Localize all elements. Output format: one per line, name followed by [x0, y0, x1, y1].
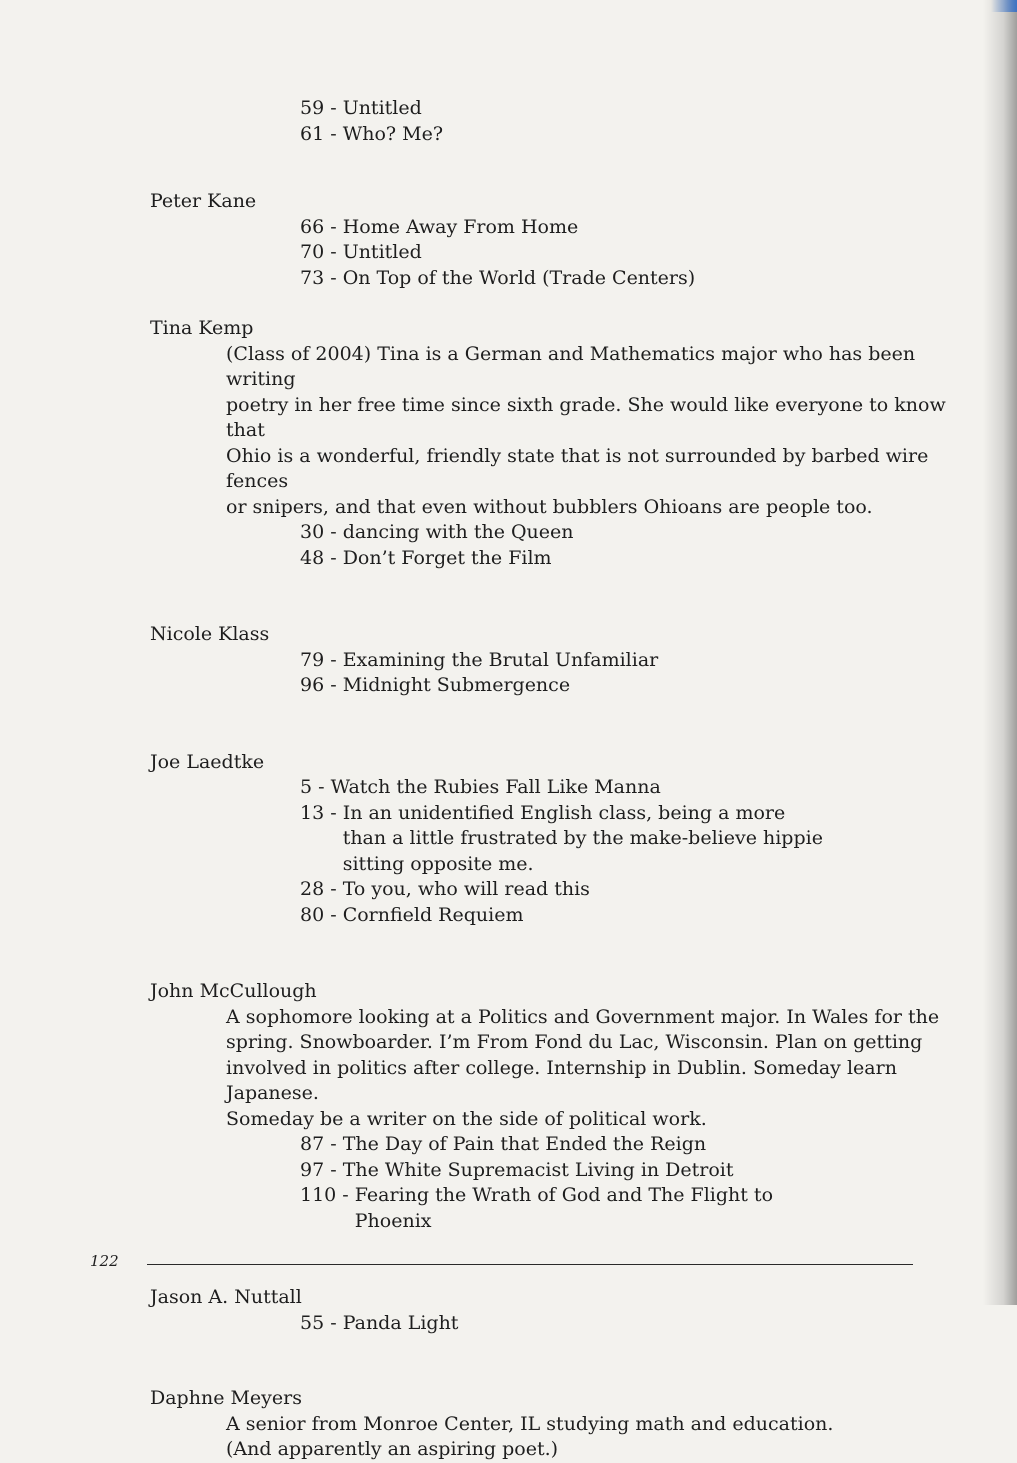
poem-list	[300, 215, 980, 292]
poem-title: The Day of Pain that Ended the Reign	[342, 1133, 707, 1155]
poem-title: Untitled	[342, 241, 422, 263]
poem-separator: -	[324, 122, 343, 145]
bio-line: A sophomore looking at a Politics and Government major. In Wales for the	[226, 1005, 940, 1028]
poem-separator: -	[324, 241, 343, 263]
poem-list	[300, 96, 980, 147]
poem-separator: -	[324, 521, 343, 543]
poem-separator: -	[312, 776, 331, 798]
poem-separator: -	[324, 801, 343, 824]
contributor-entry	[150, 622, 980, 699]
poem-title: Midnight Submergence	[342, 674, 571, 696]
poem-title: On Top of the World (Trade Centers)	[342, 266, 696, 289]
poem-item	[300, 1311, 980, 1337]
poem-separator: -	[336, 1184, 355, 1206]
contributor-name: John McCullough	[150, 980, 317, 1002]
poem-title: Cornfield Requiem	[342, 903, 524, 926]
poem-page-number: 55	[300, 1311, 325, 1334]
poem-item	[300, 96, 980, 122]
bio-line: Someday be a writer on the side of political work.	[226, 1107, 707, 1130]
poem-item	[300, 240, 980, 266]
poem-item	[300, 122, 980, 148]
poem-item	[300, 801, 980, 878]
page-edge-shadow	[983, 0, 1017, 1305]
contributor-bio	[226, 1412, 980, 1463]
poem-separator: -	[324, 215, 343, 238]
poem-list	[300, 775, 980, 928]
page-edge-accent	[991, 0, 1017, 12]
bio-line: (And apparently an aspiring poet.)	[226, 1438, 559, 1460]
poem-list	[300, 520, 980, 571]
poem-list	[300, 1311, 980, 1337]
contributor-bio	[226, 342, 980, 521]
poem-list	[300, 648, 980, 699]
bio-line: Ohio is a wonderful, friendly state that is not surrounded by barbed wire fences	[226, 444, 929, 492]
poem-page-number: 79	[300, 648, 325, 671]
poem-separator: -	[324, 266, 343, 289]
poem-title: Watch the Rubies Fall Like Manna	[330, 776, 661, 798]
poem-page-number: 97	[300, 1158, 325, 1181]
poem-page-number: 87	[300, 1133, 325, 1155]
poem-item	[300, 520, 980, 546]
poem-separator: -	[324, 1158, 343, 1181]
poem-item	[300, 1132, 980, 1158]
poem-list	[300, 1132, 980, 1234]
poem-page-number: 110	[300, 1184, 337, 1206]
bio-line: spring. Snowboarder. I’m From Fond du Lac, Wisconsin. Plan on getting	[226, 1031, 923, 1053]
bio-line: (Class of 2004) Tina is a German and Mathematics major who has been writing	[226, 342, 916, 390]
contributor-entry	[150, 1386, 980, 1463]
contributor-name: Tina Kemp	[150, 317, 254, 339]
contributor-entry	[150, 750, 980, 929]
bio-line: A senior from Monroe Center, IL studying math and education.	[226, 1412, 834, 1435]
poem-page-number: 80	[300, 903, 325, 926]
contributor-name: Nicole Klass	[150, 623, 270, 645]
poem-item	[300, 546, 980, 572]
poem-page-number: 70	[300, 241, 325, 263]
poem-title: In an unidentified English class, being a more than a little frustrated by the make-believe hippie sitting opposite me.	[342, 801, 823, 875]
bio-line: or snipers, and that even without bubblers Ohioans are people too.	[226, 495, 873, 518]
contributor-name: Daphne Meyers	[150, 1387, 302, 1409]
poem-page-number: 61	[300, 122, 325, 145]
contributor-entry	[150, 979, 980, 1234]
poem-separator: -	[324, 97, 343, 119]
contributor-entry	[150, 189, 980, 291]
poem-separator: -	[324, 1133, 343, 1155]
poem-separator: -	[324, 903, 343, 926]
poem-title: Fearing the Wrath of God and The Flight to Phoenix	[354, 1184, 774, 1232]
poem-page-number: 59	[300, 97, 325, 119]
poem-item	[300, 877, 980, 903]
poem-title: Examining the Brutal Unfamiliar	[342, 648, 659, 671]
poem-title: dancing with the Queen	[342, 521, 574, 543]
poem-title: Panda Light	[342, 1311, 459, 1334]
poem-page-number: 73	[300, 266, 325, 289]
poem-item	[300, 903, 980, 929]
poem-title: Don’t Forget the Film	[342, 546, 552, 569]
page-footer	[90, 1252, 920, 1272]
poem-item	[300, 673, 980, 699]
poem-title: Who? Me?	[342, 122, 444, 145]
poem-separator: -	[324, 546, 343, 569]
poem-item	[300, 1183, 980, 1234]
poem-item	[300, 215, 980, 241]
poem-page-number: 96	[300, 674, 325, 696]
poem-item	[300, 775, 980, 801]
contributor-entry	[150, 1285, 980, 1336]
footer-rule	[147, 1264, 913, 1265]
contributor-name: Jason A. Nuttall	[150, 1286, 302, 1308]
contributor-name: Peter Kane	[150, 190, 257, 212]
poem-page-number: 30	[300, 521, 325, 543]
contributor-name: Joe Laedtke	[150, 750, 265, 773]
continued-entry	[150, 96, 980, 147]
bio-line: involved in politics after college. Internship in Dublin. Someday learn Japanese.	[226, 1056, 897, 1104]
poem-page-number: 28	[300, 878, 325, 900]
poem-page-number: 66	[300, 215, 325, 238]
poem-separator: -	[324, 1311, 343, 1334]
poem-item	[300, 1158, 980, 1184]
page-number: 122	[90, 1252, 119, 1270]
poem-page-number: 13	[300, 801, 325, 824]
bio-line: poetry in her free time since sixth grade. She would like everyone to know that	[226, 393, 946, 441]
poem-title: Untitled	[342, 97, 422, 119]
poem-separator: -	[324, 674, 343, 696]
contributor-entry	[150, 316, 980, 571]
poem-title: The White Supremacist Living in Detroit	[342, 1158, 734, 1181]
contributor-bio	[226, 1005, 980, 1133]
poem-page-number: 5	[300, 776, 313, 798]
poem-title: To you, who will read this	[342, 878, 590, 900]
poem-item	[300, 648, 980, 674]
poem-separator: -	[324, 648, 343, 671]
poem-item	[300, 266, 980, 292]
poem-separator: -	[324, 878, 343, 900]
poem-title: Home Away From Home	[342, 215, 579, 238]
poem-page-number: 48	[300, 546, 325, 569]
